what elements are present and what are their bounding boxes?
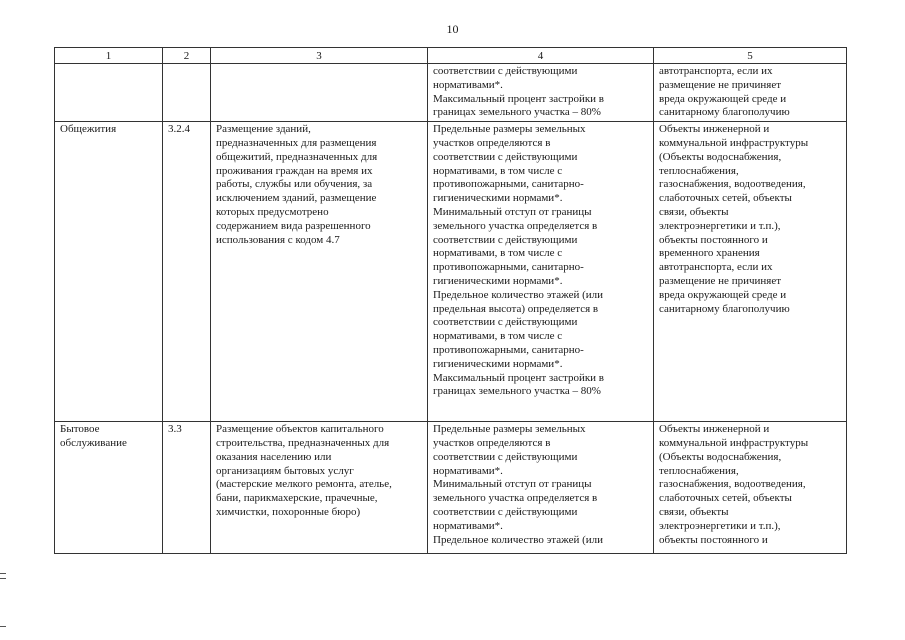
parameters-cell: Предельные размеры земельных участков определяются в соответствии с действующими нормативами*. Минимальный отступ от границы земельного участка определяется в соответствии с действующими нормативами*. Предельное количество этажей (или (428, 422, 654, 554)
column-header: 5 (654, 48, 847, 64)
parameters-cell: Предельные размеры земельных участков определяются в соответствии с действующими нормативами, в том числе с противопожарными, санитарно- гигиеническими нормами*. Минимальный отступ от границы земельного участка определяется в соответствии с действующими нормативами, в том числе с противопожарными, санитарно- гигиеническими нормами*. Предельное количество этажей (или предельная высота) определяется в соответствии с действующими нормативами, в том числе с противопожарными, санитарно- гигиеническими нормами*. Максимальный процент застройки в границах земельного участка – 80% (428, 122, 654, 422)
scan-edge-mark (0, 578, 6, 579)
use-description-cell: Размещение объектов капитального строительства, предназначенных для оказания населению или организациям бытовых услуг (мастерские мелкого ремонта, ателье, бани, парикмахерские, прачечные, химчистки, похоронные бюро) (211, 422, 428, 554)
column-header: 3 (211, 48, 428, 64)
use-code-cell: 3.3 (163, 422, 211, 554)
zoning-table (54, 47, 847, 554)
use-description-cell: Размещение зданий, предназначенных для размещения общежитий, предназначенных для проживания граждан на время их работы, службы или обучения, за исключением зданий, размещение которых предусмотрено содержанием вида разрешенного использования с кодом 4.7 (211, 122, 428, 422)
restrictions-cell: Объекты инженерной и коммунальной инфраструктуры (Объекты водоснабжения, теплоснабжения, газоснабжения, водоотведения, слаботочных сетей, объекты связи, объекты электроэнергетики и т.п.), объекты постоянного и временного хранения автотранспорта, если их размещение не причиняет вреда окружающей среде и санитарному благополучию (654, 122, 847, 422)
column-header: 2 (163, 48, 211, 64)
use-code-cell (163, 64, 211, 122)
restrictions-cell: Объекты инженерной и коммунальной инфраструктуры (Объекты водоснабжения, теплоснабжения, газоснабжения, водоотведения, слаботочных сетей, объекты связи, объекты электроэнергетики и т.п.), объекты постоянного и (654, 422, 847, 554)
scan-edge-mark (0, 573, 6, 574)
table-row (55, 64, 847, 122)
use-name-cell: Общежития (55, 122, 163, 422)
parameters-cell: соответствии с действующими нормативами*. Максимальный процент застройки в границах земельного участка – 80% (428, 64, 654, 122)
use-name-cell: Бытовое обслуживание (55, 422, 163, 554)
page-number: 10 (446, 22, 459, 36)
use-code-cell: 3.2.4 (163, 122, 211, 422)
restrictions-cell: автотранспорта, если их размещение не причиняет вреда окружающей среде и санитарному благополучию (654, 64, 847, 122)
scan-edge-mark (0, 626, 6, 627)
table-row (55, 122, 847, 422)
use-description-cell (211, 64, 428, 122)
use-name-cell (55, 64, 163, 122)
table-row (55, 422, 847, 554)
column-header: 1 (55, 48, 163, 64)
column-header: 4 (428, 48, 654, 64)
column-number-row (55, 48, 847, 64)
